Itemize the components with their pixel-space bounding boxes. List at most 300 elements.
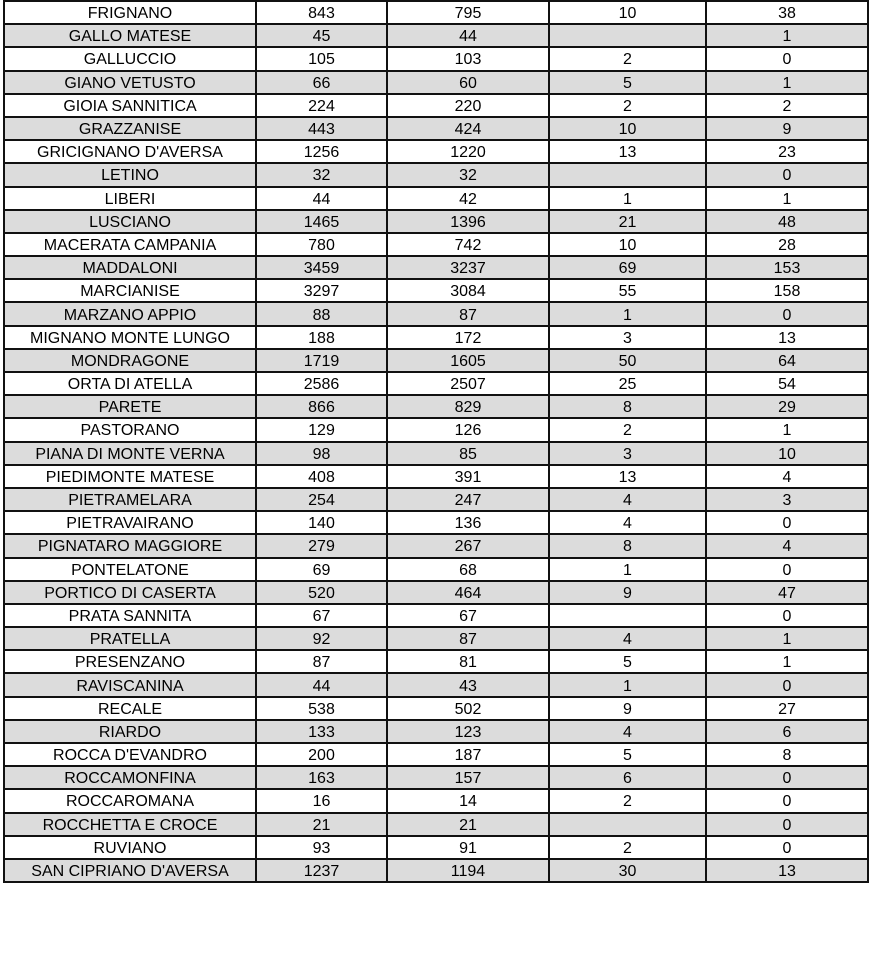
value-3-cell <box>549 442 706 465</box>
total-cell <box>256 442 387 465</box>
cell-text: 424 <box>454 121 482 139</box>
value-4-cell <box>706 534 868 557</box>
value-4-cell <box>706 836 868 859</box>
cell-text: 3297 <box>303 283 340 301</box>
municipality-name-cell <box>4 210 256 233</box>
cell-text: 129 <box>308 422 335 440</box>
municipality-name-cell <box>4 627 256 650</box>
cell-text: 1237 <box>303 863 340 881</box>
cell-text: 1 <box>782 190 792 208</box>
value-3-cell <box>549 534 706 557</box>
cell-text: ORTA DI ATELLA <box>67 376 193 394</box>
value-2-cell <box>387 789 549 812</box>
cell-text: 8 <box>623 399 632 417</box>
municipality-name-cell <box>4 650 256 673</box>
cell-text: FRIGNANO <box>87 5 173 23</box>
cell-text: 13 <box>778 863 796 881</box>
cell-text: 3237 <box>450 260 486 278</box>
value-3-cell <box>549 813 706 836</box>
cell-text: 4 <box>782 468 792 486</box>
value-3-cell <box>549 279 706 302</box>
cell-text: 2 <box>623 839 632 857</box>
cell-text: 69 <box>312 561 331 579</box>
cell-text: RIARDO <box>98 723 162 741</box>
municipality-data-table <box>3 0 869 883</box>
cell-text: 3 <box>782 492 792 510</box>
value-3-cell <box>549 627 706 650</box>
cell-text: 87 <box>459 631 477 649</box>
cell-text: 795 <box>454 5 482 23</box>
cell-text: 0 <box>782 561 792 579</box>
cell-text: 0 <box>782 793 792 811</box>
cell-text: 87 <box>459 306 477 324</box>
cell-text: PRATELLA <box>89 631 171 649</box>
value-4-cell <box>706 558 868 581</box>
cell-text: 1 <box>623 677 632 695</box>
value-4-cell <box>706 233 868 256</box>
cell-text: MACERATA CAMPANIA <box>43 236 217 254</box>
total-cell <box>256 395 387 418</box>
cell-text: 4 <box>623 631 632 649</box>
cell-text: 0 <box>782 816 792 834</box>
municipality-name-cell <box>4 743 256 766</box>
value-2-cell <box>387 558 549 581</box>
cell-text: ROCCA D'EVANDRO <box>53 747 207 765</box>
value-3-cell <box>549 836 706 859</box>
table-row <box>4 140 868 163</box>
value-3-cell <box>549 465 706 488</box>
value-4-cell <box>706 465 868 488</box>
cell-text: 92 <box>312 631 331 649</box>
table-row <box>4 511 868 534</box>
value-4-cell <box>706 187 868 210</box>
cell-text: 502 <box>454 700 482 718</box>
table-row <box>4 558 868 581</box>
cell-text: MADDALONI <box>82 260 178 278</box>
cell-text: 54 <box>778 376 796 394</box>
total-cell <box>256 326 387 349</box>
cell-text: GALLO MATESE <box>68 28 192 46</box>
cell-text: 187 <box>454 747 482 765</box>
cell-text: PRESENZANO <box>74 654 186 672</box>
cell-text: 2 <box>623 51 632 69</box>
total-cell <box>256 836 387 859</box>
value-3-cell <box>549 511 706 534</box>
cell-text: PARETE <box>98 399 162 417</box>
table-row <box>4 71 868 94</box>
cell-text: PASTORANO <box>80 422 180 440</box>
cell-text: 1220 <box>450 144 486 162</box>
cell-text: MARZANO APPIO <box>63 306 197 324</box>
total-cell <box>256 813 387 836</box>
cell-text: MONDRAGONE <box>70 352 190 370</box>
value-2-cell <box>387 534 549 557</box>
cell-text: 1 <box>623 306 632 324</box>
total-cell <box>256 349 387 372</box>
cell-text: 9 <box>623 584 632 602</box>
table-body <box>4 1 868 882</box>
value-2-cell <box>387 163 549 186</box>
cell-text: 4 <box>623 723 632 741</box>
cell-text: 23 <box>778 144 796 162</box>
cell-text: 123 <box>454 723 482 741</box>
table-row <box>4 1 868 24</box>
table-row <box>4 94 868 117</box>
cell-text: 67 <box>312 607 331 625</box>
cell-text: 158 <box>773 283 801 301</box>
value-3-cell <box>549 163 706 186</box>
value-2-cell <box>387 1 549 24</box>
cell-text: 9 <box>782 121 792 139</box>
cell-text: 10 <box>618 5 637 23</box>
cell-text: 105 <box>308 51 335 69</box>
municipality-name-cell <box>4 279 256 302</box>
value-4-cell <box>706 326 868 349</box>
value-2-cell <box>387 859 549 882</box>
cell-text: ROCCHETTA E CROCE <box>42 816 218 834</box>
cell-text: 1396 <box>450 213 486 231</box>
value-4-cell <box>706 47 868 70</box>
table-row <box>4 743 868 766</box>
value-4-cell <box>706 442 868 465</box>
cell-text: 98 <box>312 445 331 463</box>
value-4-cell <box>706 210 868 233</box>
municipality-name-cell <box>4 720 256 743</box>
value-2-cell <box>387 604 549 627</box>
total-cell <box>256 256 387 279</box>
cell-text: 538 <box>308 700 335 718</box>
municipality-name-cell <box>4 395 256 418</box>
value-4-cell <box>706 581 868 604</box>
cell-text: 0 <box>782 607 792 625</box>
value-2-cell <box>387 836 549 859</box>
municipality-name-cell <box>4 789 256 812</box>
cell-text: 1 <box>782 654 792 672</box>
cell-text: 88 <box>312 306 331 324</box>
table-row <box>4 187 868 210</box>
cell-text: 3459 <box>303 260 340 278</box>
value-2-cell <box>387 47 549 70</box>
municipality-name-cell <box>4 442 256 465</box>
value-4-cell <box>706 349 868 372</box>
municipality-name-cell <box>4 1 256 24</box>
cell-text: 279 <box>308 538 335 556</box>
table-row <box>4 650 868 673</box>
value-3-cell <box>549 673 706 696</box>
cell-text: 13 <box>618 144 637 162</box>
cell-text: PONTELATONE <box>71 561 189 579</box>
cell-text: 157 <box>454 770 482 788</box>
value-3-cell <box>549 140 706 163</box>
municipality-name-cell <box>4 233 256 256</box>
value-2-cell <box>387 279 549 302</box>
value-2-cell <box>387 94 549 117</box>
value-2-cell <box>387 326 549 349</box>
municipality-name-cell <box>4 511 256 534</box>
value-2-cell <box>387 140 549 163</box>
cell-text: 1719 <box>303 352 340 370</box>
table-row <box>4 859 868 882</box>
municipality-name-cell <box>4 766 256 789</box>
cell-text: 408 <box>308 468 335 486</box>
value-4-cell <box>706 117 868 140</box>
cell-text: 1 <box>782 28 792 46</box>
municipality-name-cell <box>4 47 256 70</box>
cell-text: 10 <box>618 236 637 254</box>
cell-text: 220 <box>454 97 482 115</box>
value-3-cell <box>549 302 706 325</box>
cell-text: 10 <box>618 121 637 139</box>
cell-text: ROCCAROMANA <box>65 793 194 811</box>
cell-text: 200 <box>308 747 335 765</box>
cell-text: 5 <box>623 747 632 765</box>
value-2-cell <box>387 627 549 650</box>
value-4-cell <box>706 766 868 789</box>
cell-text: 38 <box>778 5 796 23</box>
total-cell <box>256 372 387 395</box>
cell-text: 67 <box>459 607 477 625</box>
value-4-cell <box>706 859 868 882</box>
cell-text: 3 <box>623 329 632 347</box>
value-2-cell <box>387 187 549 210</box>
table-row <box>4 233 868 256</box>
cell-text: 1605 <box>450 352 486 370</box>
total-cell <box>256 488 387 511</box>
cell-text: PORTICO DI CASERTA <box>44 584 216 602</box>
cell-text: 2 <box>623 422 632 440</box>
total-cell <box>256 650 387 673</box>
cell-text: 1 <box>782 422 792 440</box>
total-cell <box>256 581 387 604</box>
cell-text: 742 <box>454 236 482 254</box>
total-cell <box>256 24 387 47</box>
table-row <box>4 465 868 488</box>
cell-text: 843 <box>308 5 335 23</box>
table-row <box>4 442 868 465</box>
cell-text: 21 <box>459 816 477 834</box>
cell-text: GRAZZANISE <box>78 121 182 139</box>
cell-text: 4 <box>623 515 632 533</box>
cell-text: GRICIGNANO D'AVERSA <box>37 144 223 162</box>
cell-text: 13 <box>778 329 796 347</box>
cell-text: 50 <box>618 352 637 370</box>
cell-text: 126 <box>454 422 482 440</box>
cell-text: 829 <box>454 399 482 417</box>
cell-text: MIGNANO MONTE LUNGO <box>29 329 230 347</box>
cell-text: 28 <box>778 236 796 254</box>
cell-text: 43 <box>459 677 477 695</box>
cell-text: 69 <box>618 260 637 278</box>
value-4-cell <box>706 673 868 696</box>
cell-text: GIANO VETUSTO <box>64 74 196 92</box>
total-cell <box>256 47 387 70</box>
value-3-cell <box>549 558 706 581</box>
cell-text: 55 <box>618 283 637 301</box>
cell-text: 45 <box>312 28 331 46</box>
cell-text: MARCIANISE <box>80 283 180 301</box>
cell-text: 68 <box>459 561 477 579</box>
total-cell <box>256 71 387 94</box>
value-2-cell <box>387 720 549 743</box>
table-row <box>4 302 868 325</box>
municipality-name-cell <box>4 24 256 47</box>
cell-text: 16 <box>312 793 331 811</box>
cell-text: 21 <box>312 816 331 834</box>
municipality-name-cell <box>4 71 256 94</box>
value-2-cell <box>387 256 549 279</box>
cell-text: 0 <box>782 839 792 857</box>
cell-text: 60 <box>459 74 477 92</box>
table-row <box>4 163 868 186</box>
value-3-cell <box>549 256 706 279</box>
municipality-name-cell <box>4 117 256 140</box>
cell-text: 47 <box>778 584 796 602</box>
cell-text: RAVISCANINA <box>76 677 184 695</box>
cell-text: 140 <box>308 515 335 533</box>
table-row <box>4 673 868 696</box>
cell-text: 48 <box>778 213 796 231</box>
table-row <box>4 534 868 557</box>
total-cell <box>256 558 387 581</box>
cell-text: SAN CIPRIANO D'AVERSA <box>31 863 229 881</box>
cell-text: 2 <box>623 793 632 811</box>
cell-text: 866 <box>308 399 335 417</box>
total-cell <box>256 233 387 256</box>
municipality-name-cell <box>4 163 256 186</box>
value-2-cell <box>387 349 549 372</box>
cell-text: 1 <box>782 74 792 92</box>
value-3-cell <box>549 488 706 511</box>
total-cell <box>256 789 387 812</box>
cell-text: 1 <box>782 631 792 649</box>
value-3-cell <box>549 395 706 418</box>
table-row <box>4 813 868 836</box>
municipality-name-cell <box>4 418 256 441</box>
total-cell <box>256 302 387 325</box>
value-2-cell <box>387 71 549 94</box>
cell-text: 44 <box>312 190 331 208</box>
value-3-cell <box>549 859 706 882</box>
table-row <box>4 256 868 279</box>
cell-text: 780 <box>308 236 335 254</box>
cell-text: 27 <box>778 700 796 718</box>
table-row <box>4 418 868 441</box>
cell-text: 4 <box>623 492 632 510</box>
value-3-cell <box>549 581 706 604</box>
cell-text: 0 <box>782 51 792 69</box>
value-2-cell <box>387 813 549 836</box>
cell-text: 0 <box>782 770 792 788</box>
cell-text: 2507 <box>450 376 486 394</box>
value-3-cell <box>549 94 706 117</box>
table-row <box>4 627 868 650</box>
table-row <box>4 326 868 349</box>
value-4-cell <box>706 488 868 511</box>
total-cell <box>256 117 387 140</box>
value-2-cell <box>387 488 549 511</box>
cell-text: 1465 <box>303 213 340 231</box>
total-cell <box>256 766 387 789</box>
total-cell <box>256 163 387 186</box>
municipality-name-cell <box>4 326 256 349</box>
cell-text: 224 <box>308 97 335 115</box>
value-4-cell <box>706 279 868 302</box>
cell-text: 85 <box>459 445 477 463</box>
value-4-cell <box>706 813 868 836</box>
table-row <box>4 349 868 372</box>
cell-text: 3 <box>623 445 632 463</box>
total-cell <box>256 604 387 627</box>
cell-text: 14 <box>459 793 477 811</box>
cell-text: PRATA SANNITA <box>68 607 192 625</box>
cell-text: 87 <box>312 654 331 672</box>
cell-text: RECALE <box>97 700 163 718</box>
value-2-cell <box>387 650 549 673</box>
municipality-name-cell <box>4 187 256 210</box>
cell-text: 391 <box>454 468 482 486</box>
value-2-cell <box>387 465 549 488</box>
cell-text: 2 <box>623 97 632 115</box>
municipality-name-cell <box>4 465 256 488</box>
cell-text: 464 <box>454 584 482 602</box>
municipality-name-cell <box>4 558 256 581</box>
municipality-name-cell <box>4 673 256 696</box>
municipality-name-cell <box>4 372 256 395</box>
municipality-name-cell <box>4 581 256 604</box>
value-4-cell <box>706 302 868 325</box>
cell-text: 10 <box>778 445 796 463</box>
cell-text: 32 <box>312 167 331 185</box>
cell-text: 5 <box>623 74 632 92</box>
value-2-cell <box>387 581 549 604</box>
value-3-cell <box>549 210 706 233</box>
cell-text: 0 <box>782 677 792 695</box>
total-cell <box>256 1 387 24</box>
value-3-cell <box>549 1 706 24</box>
total-cell <box>256 210 387 233</box>
table-row <box>4 372 868 395</box>
value-2-cell <box>387 766 549 789</box>
table-row <box>4 47 868 70</box>
cell-text: 66 <box>312 74 331 92</box>
table-row <box>4 720 868 743</box>
cell-text: 8 <box>623 538 632 556</box>
cell-text: 30 <box>618 863 637 881</box>
value-4-cell <box>706 789 868 812</box>
value-3-cell <box>549 650 706 673</box>
value-4-cell <box>706 395 868 418</box>
total-cell <box>256 859 387 882</box>
table-row <box>4 581 868 604</box>
value-2-cell <box>387 117 549 140</box>
value-4-cell <box>706 372 868 395</box>
cell-text: 2586 <box>303 376 340 394</box>
table-row <box>4 604 868 627</box>
value-3-cell <box>549 24 706 47</box>
value-4-cell <box>706 71 868 94</box>
cell-text: 6 <box>623 770 632 788</box>
cell-text: RUVIANO <box>93 839 167 857</box>
cell-text: 0 <box>782 306 792 324</box>
cell-text: LIBERI <box>104 190 156 208</box>
total-cell <box>256 187 387 210</box>
value-3-cell <box>549 187 706 210</box>
value-3-cell <box>549 117 706 140</box>
total-cell <box>256 511 387 534</box>
municipality-name-cell <box>4 859 256 882</box>
cell-text: 0 <box>782 515 792 533</box>
cell-text: 0 <box>782 167 792 185</box>
